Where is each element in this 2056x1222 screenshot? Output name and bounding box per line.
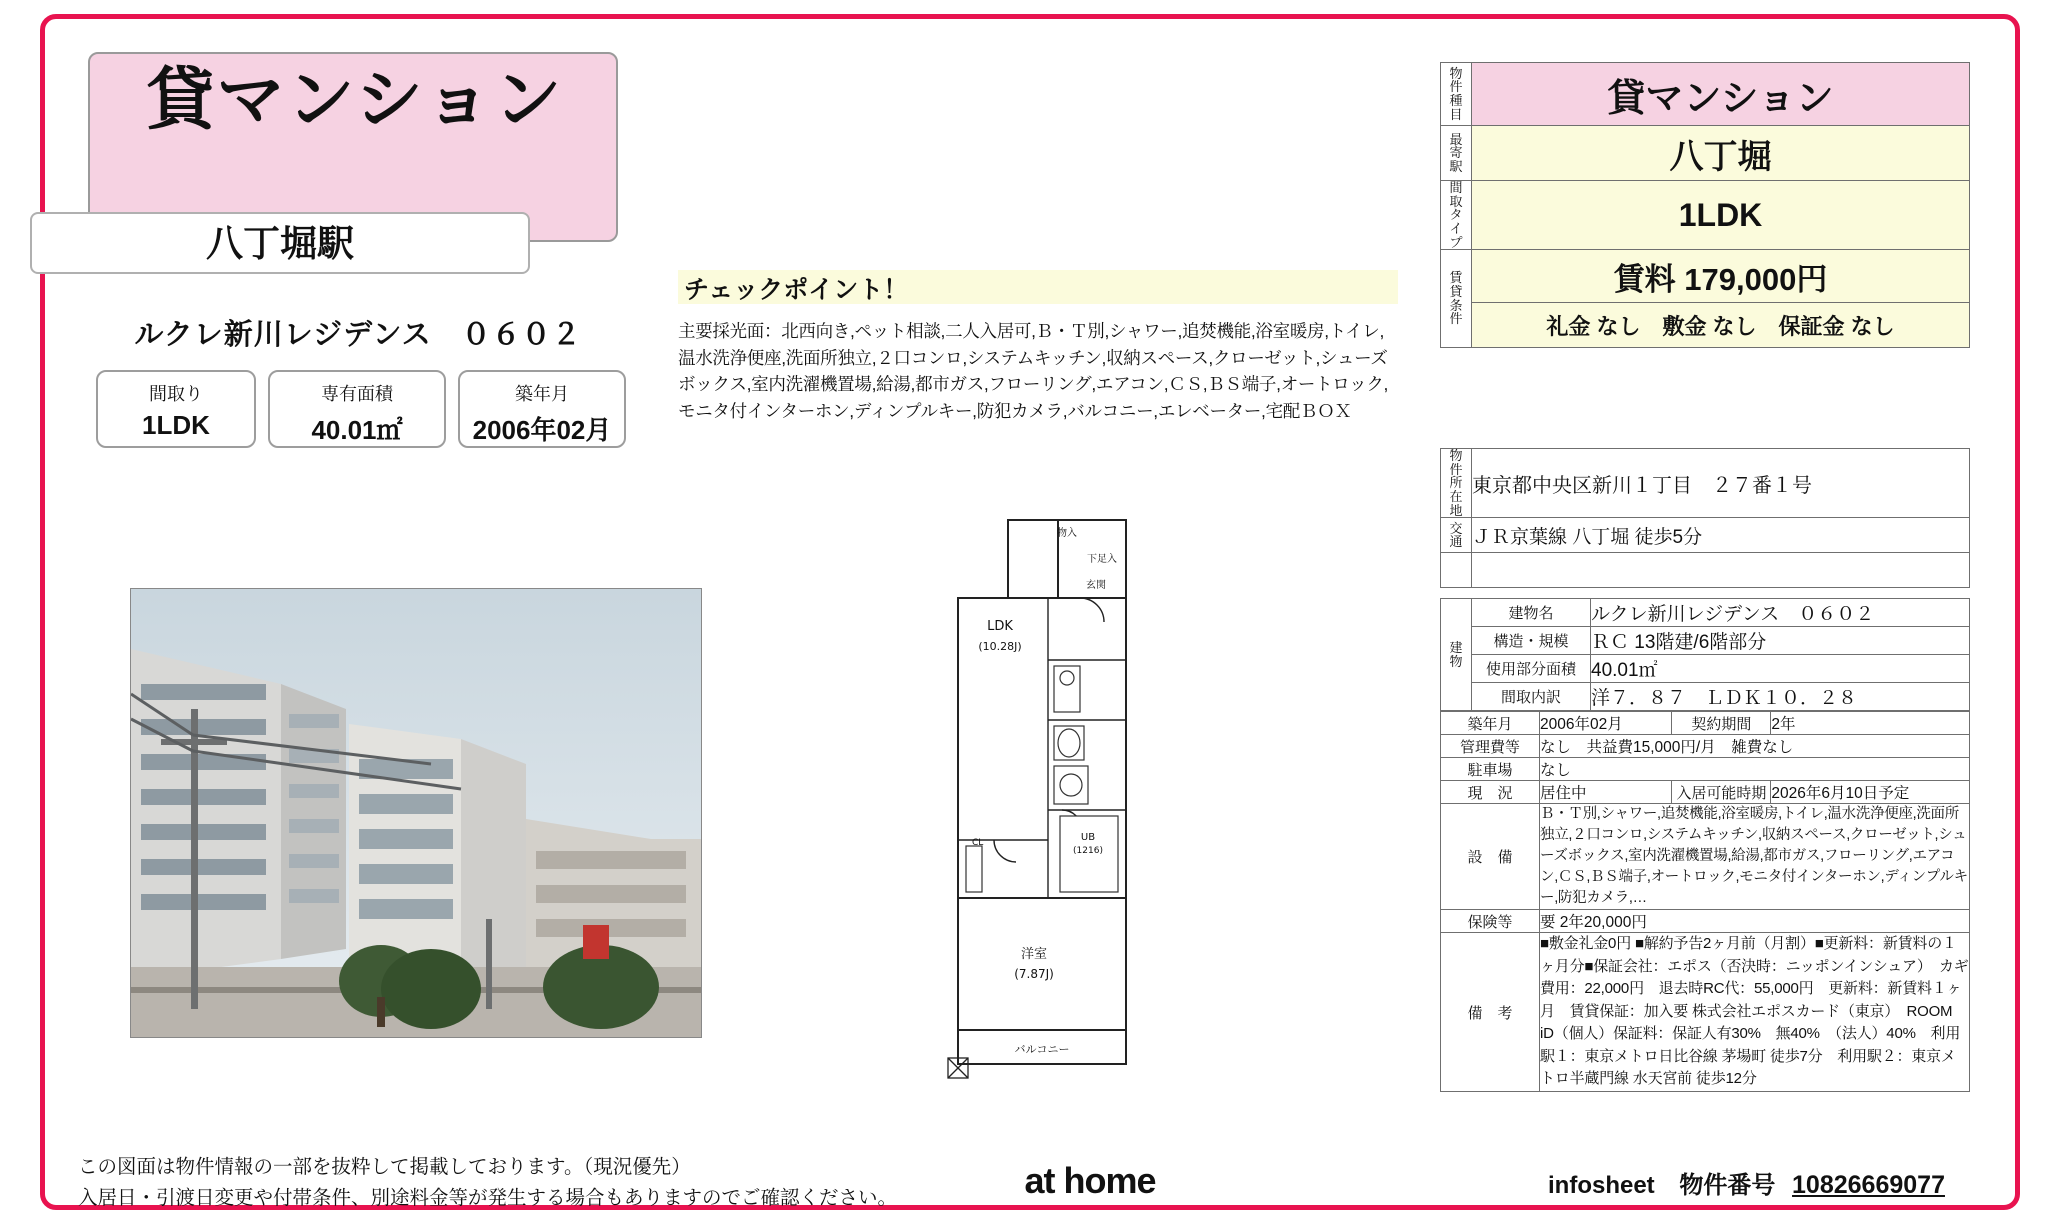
summary-row-deposit-value: 礼金 なし 敷金 なし 保証金 なし — [1472, 303, 1970, 348]
exterior-photo — [130, 588, 702, 1038]
plan-label-ldk: LDK — [987, 619, 1013, 634]
summary-row-deposit — [1441, 303, 1970, 348]
year-label: 築年月 — [1441, 712, 1540, 735]
footer-note — [78, 1152, 978, 1214]
status-label: 現 況 — [1441, 781, 1540, 804]
remark-value: ■敷金礼金0円 ■解約予告2ヶ月前（月割）■更新料：新賃料の１ヶ月分■保証会社：エポス（否決時：ニッポンインシュア） カギ費用：22,000円 退去時RC代：55,000円 更新料：新賃料１ヶ月 賃貸保証：加入要 株式会社エポスカード（東京） ROOM iD（個人）保証料：保証人有30% 無40% （法人）40% 利用駅１：東京メトロ日比谷線 茅場町 徒歩7分 利用駅２：東京メトロ半蔵門線 水天宮前 徒歩12分 — [1540, 933, 1970, 1092]
detail-table — [1440, 448, 1970, 1092]
spec-layout-label: 間取り — [149, 384, 203, 404]
plan-label-cl: CL — [972, 838, 984, 848]
building-row-breakdown — [1441, 683, 1970, 711]
summary-row-layout-label: 間 取 タ イ プ — [1441, 181, 1472, 250]
property-type-title: 貸マンション — [146, 61, 564, 140]
row-status — [1441, 781, 1970, 804]
insurance-value: 要 2年20,000円 — [1540, 910, 1970, 933]
status-value: 居住中 — [1540, 781, 1672, 804]
summary-table — [1440, 62, 1970, 348]
row-insurance — [1441, 910, 1970, 933]
checkpoint-body: 主要採光面：北西向き,ペット相談,二人入居可,Ｂ・Ｔ別,シャワー,追焚機能,浴室暖房,トイレ,温水洗浄便座,洗面所独立,２口コンロ,システムキッチン,収納スペース,クローゼット,シューズボックス,室内洗濯機置場,給湯,都市ガス,フローリング,エアコン,ＣＳ,ＢＳ端子,オートロック,モニタ付インターホン,ディンプルキー,防犯カメラ,バルコニー,エレベーター,宅配ＢＯＸ — [678, 321, 1389, 421]
plan-label-shoe: 下足入 — [1087, 554, 1117, 565]
fee-value: なし 共益費15,000円/月 雑費なし — [1540, 735, 1970, 758]
equip-value: Ｂ・Ｔ別,シャワー,追焚機能,浴室暖房,トイレ,温水洗浄便座,洗面所独立,２口コンロ,システムキッチン,収納スペース,クローゼット,シューズボックス,室内洗濯機置場,給湯,都市ガス,フローリング,エアコン,ＣＳ,ＢＳ端子,オートロック,モニタ付インターホン,ディンプルキー,防犯カメラ,… — [1540, 804, 1970, 910]
building-name-value: ルクレ新川レジデンス ０６０２ — [1591, 599, 1970, 627]
row-remark — [1441, 933, 1970, 1092]
building-name-label: 建物名 — [1472, 599, 1591, 627]
building-structure-label: 構造・規模 — [1472, 627, 1591, 655]
building-name: ルクレ新川レジデンス ０６０２ — [134, 319, 582, 351]
spec-area-value: 40.01㎡ — [311, 415, 403, 445]
year-value: 2006年02月 — [1540, 712, 1672, 735]
building-breakdown-value: 洋７．８７ ＬＤＫ１０．２８ — [1591, 683, 1970, 711]
spec-year-value: 2006年02月 — [472, 415, 612, 445]
remark-label: 備 考 — [1441, 933, 1540, 1092]
summary-row-type — [1441, 63, 1970, 126]
summary-row-type-label: 物 件 種 目 — [1441, 63, 1472, 126]
building-row-area — [1441, 655, 1970, 683]
row-year-contract — [1441, 712, 1970, 735]
plan-label-ub: UB — [1080, 832, 1096, 843]
detail-access-label: 交 通 — [1441, 518, 1472, 553]
plan-label-ldk-size: (10.28J) — [978, 640, 1022, 653]
station-badge: 八丁堀駅 — [30, 212, 530, 274]
equip-label: 設 備 — [1441, 804, 1540, 910]
property-no-label: 物件番号 — [1679, 1172, 1776, 1199]
summary-row-layout-value: 1LDK — [1472, 181, 1970, 250]
parking-label: 駐車場 — [1441, 758, 1540, 781]
row-equip — [1441, 804, 1970, 910]
detail-row-address — [1441, 449, 1970, 518]
checkpoint-title: チェックポイント！ — [678, 270, 1398, 304]
building-row-structure — [1441, 627, 1970, 655]
summary-row-station — [1441, 126, 1970, 181]
detail-row-access-2 — [1441, 553, 1970, 588]
summary-row-station-value: 八丁堀 — [1472, 126, 1970, 181]
spec-year-label: 築年月 — [515, 384, 569, 404]
spec-layout — [96, 370, 256, 448]
contract-value: 2年 — [1771, 712, 1970, 735]
building-row-name — [1441, 599, 1970, 627]
row-fee — [1441, 735, 1970, 758]
athome-logo: at home — [1024, 1160, 1156, 1201]
row-parking — [1441, 758, 1970, 781]
spec-area-label: 専有面積 — [321, 384, 393, 404]
spec-row — [88, 370, 628, 448]
detail-row-access — [1441, 518, 1970, 553]
plan-label-balcony: バルコニー — [1014, 1043, 1070, 1056]
building-structure-value: ＲＣ 13階建/6階部分 — [1591, 627, 1970, 655]
plan-label-ub-size: (1216) — [1073, 846, 1103, 856]
detail-address-label: 物 件 所 在 地 — [1441, 449, 1472, 518]
plan-label-room: 洋室 — [1020, 947, 1048, 962]
plan-label-entry: 物入 — [1057, 528, 1077, 539]
plan-label-room-size: (7.87J) — [1014, 967, 1054, 981]
detail-access-label-2 — [1441, 553, 1472, 588]
footer-note-line2: 入居日・引渡日変更や付帯条件、別途料金等が発生する場合もありますのでご確認ください。 — [78, 1187, 898, 1210]
detail-access-value-2 — [1472, 553, 1970, 588]
building-area-label: 使用部分面積 — [1472, 655, 1591, 683]
floor-plan — [930, 510, 1250, 1105]
exterior-photo-image — [131, 589, 701, 1037]
building-breakdown-label: 間取内訳 — [1472, 683, 1591, 711]
conditions-table — [1440, 711, 1970, 1092]
detail-address-value: 東京都中央区新川１丁目 ２７番１号 — [1472, 449, 1970, 518]
movein-value: 2026年6月10日予定 — [1771, 781, 1970, 804]
summary-row-type-value: 貸マンション — [1472, 63, 1970, 126]
insurance-label: 保険等 — [1441, 910, 1540, 933]
detail-access-value: ＪＲ京葉線 八丁堀 徒歩5分 — [1472, 518, 1970, 553]
building-table — [1440, 598, 1970, 711]
footer-infosheet — [1548, 1165, 1978, 1200]
fee-label: 管理費等 — [1441, 735, 1540, 758]
summary-row-rent-label: 賃 貸 条 件 — [1441, 250, 1472, 348]
plan-label-genkan: 玄関 — [1086, 580, 1106, 591]
floor-plan-drawing — [930, 510, 1250, 1105]
spec-year — [458, 370, 626, 448]
building-label: 建 物 — [1441, 599, 1472, 711]
movein-label: 入居可能時期 — [1672, 781, 1771, 804]
footer-note-line1: この図面は物件情報の一部を抜粋して掲載しております。（現況優先） — [78, 1156, 691, 1178]
summary-row-station-label: 最 寄 駅 — [1441, 126, 1472, 181]
summary-row-rent — [1441, 250, 1970, 303]
summary-row-layout — [1441, 181, 1970, 250]
infosheet-label: infosheet — [1548, 1172, 1655, 1199]
property-no-value: 10826669077 — [1792, 1171, 1945, 1199]
parking-value: なし — [1540, 758, 1970, 781]
building-area-value: 40.01㎡ — [1591, 655, 1970, 683]
summary-row-rent-value: 賃料 179,000円 — [1472, 250, 1970, 303]
contract-label: 契約期間 — [1672, 712, 1771, 735]
spec-layout-value: 1LDK — [142, 410, 210, 440]
spec-area — [268, 370, 446, 448]
